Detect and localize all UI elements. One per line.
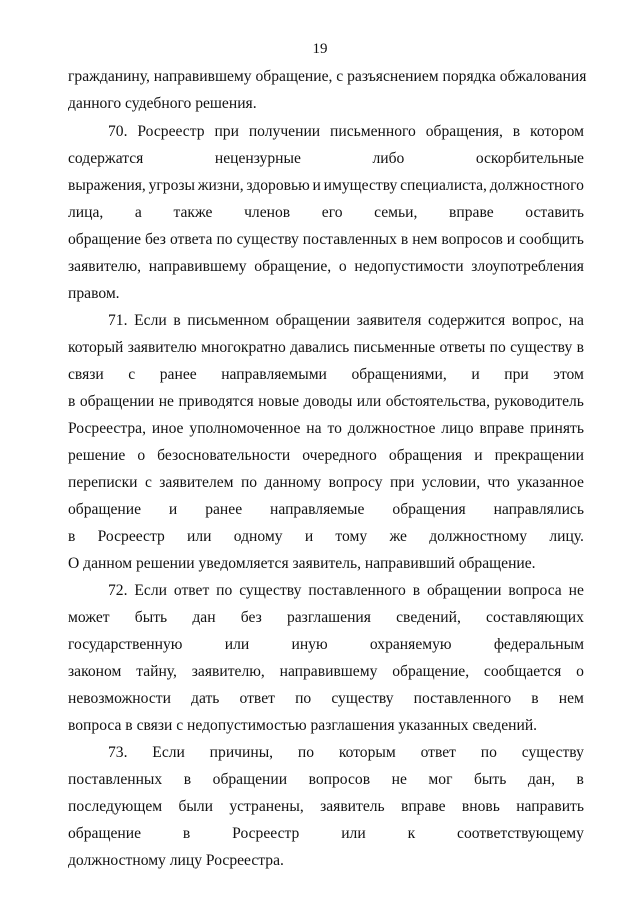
text-line: в Росреестр или одному и тому же должностному лицу. [68,528,584,545]
text-line: должностному лицу Росреестра. [68,852,284,869]
text-line: выражения, угрозы жизни, здоровью и имуществу специалиста, должностного [68,177,584,194]
text-line: может быть дан без разглашения сведений, составляющих [68,609,584,626]
text-line: О данном решении уведомляется заявитель, направивший обращение. [68,555,536,572]
text-line: лица, а также членов его семьи, вправе оставить [68,204,584,221]
text-line: 73. Если причины, по которым ответ по существу [108,744,584,761]
text-line: данного судебного решения. [68,95,257,112]
text-line: 70. Росреестр при получении письменного обращения, в котором [108,123,584,140]
page-number: 19 [312,41,328,57]
text-line: 72. Если ответ по существу поставленного в обращении вопроса не [108,582,584,599]
text-line: вопроса в связи с недопустимостью разглашения указанных сведений. [68,717,538,734]
text-line: невозможности дать ответ по существу поставленного в нем [68,690,584,707]
text-line: переписки с заявителем по данному вопросу при условии, что указанное [68,474,584,491]
text-line: законом тайну, заявителю, направившему обращение, сообщается о [68,663,584,680]
text-line: решение о безосновательности очередного обращения и прекращении [68,447,584,464]
text-line: который заявителю многократно давались письменные ответы по существу в [68,339,584,356]
text-line: обращение без ответа по существу поставленных в нем вопросов и сообщить [68,231,584,248]
text-line: обращение в Росреестр или к соответствующему [68,825,584,842]
text-line: правом. [68,285,120,302]
text-line: заявителю, направившему обращение, о недопустимости злоупотребления [68,258,584,275]
text-line: 71. Если в письменном обращении заявителя содержится вопрос, на [108,312,584,329]
text-line: содержатся нецензурные либо оскорбительные [68,150,584,167]
text-line: последующем были устранены, заявитель вправе вновь направить [68,798,584,815]
text-line: Росреестра, иное уполномоченное на то должностное лицо вправе принять [68,420,584,437]
text-line: в обращении не приводятся новые доводы или обстоятельства, руководитель [68,393,584,410]
text-line: гражданину, направившему обращение, с разъяснением порядка обжалования [68,68,587,85]
text-line: государственную или иную охраняемую федеральным [68,636,584,653]
text-line: связи с ранее направляемыми обращениями, и при этом [68,366,584,383]
text-line: обращение и ранее направляемые обращения направлялись [68,501,584,518]
text-line: поставленных в обращении вопросов не мог быть дан, в [68,771,584,788]
